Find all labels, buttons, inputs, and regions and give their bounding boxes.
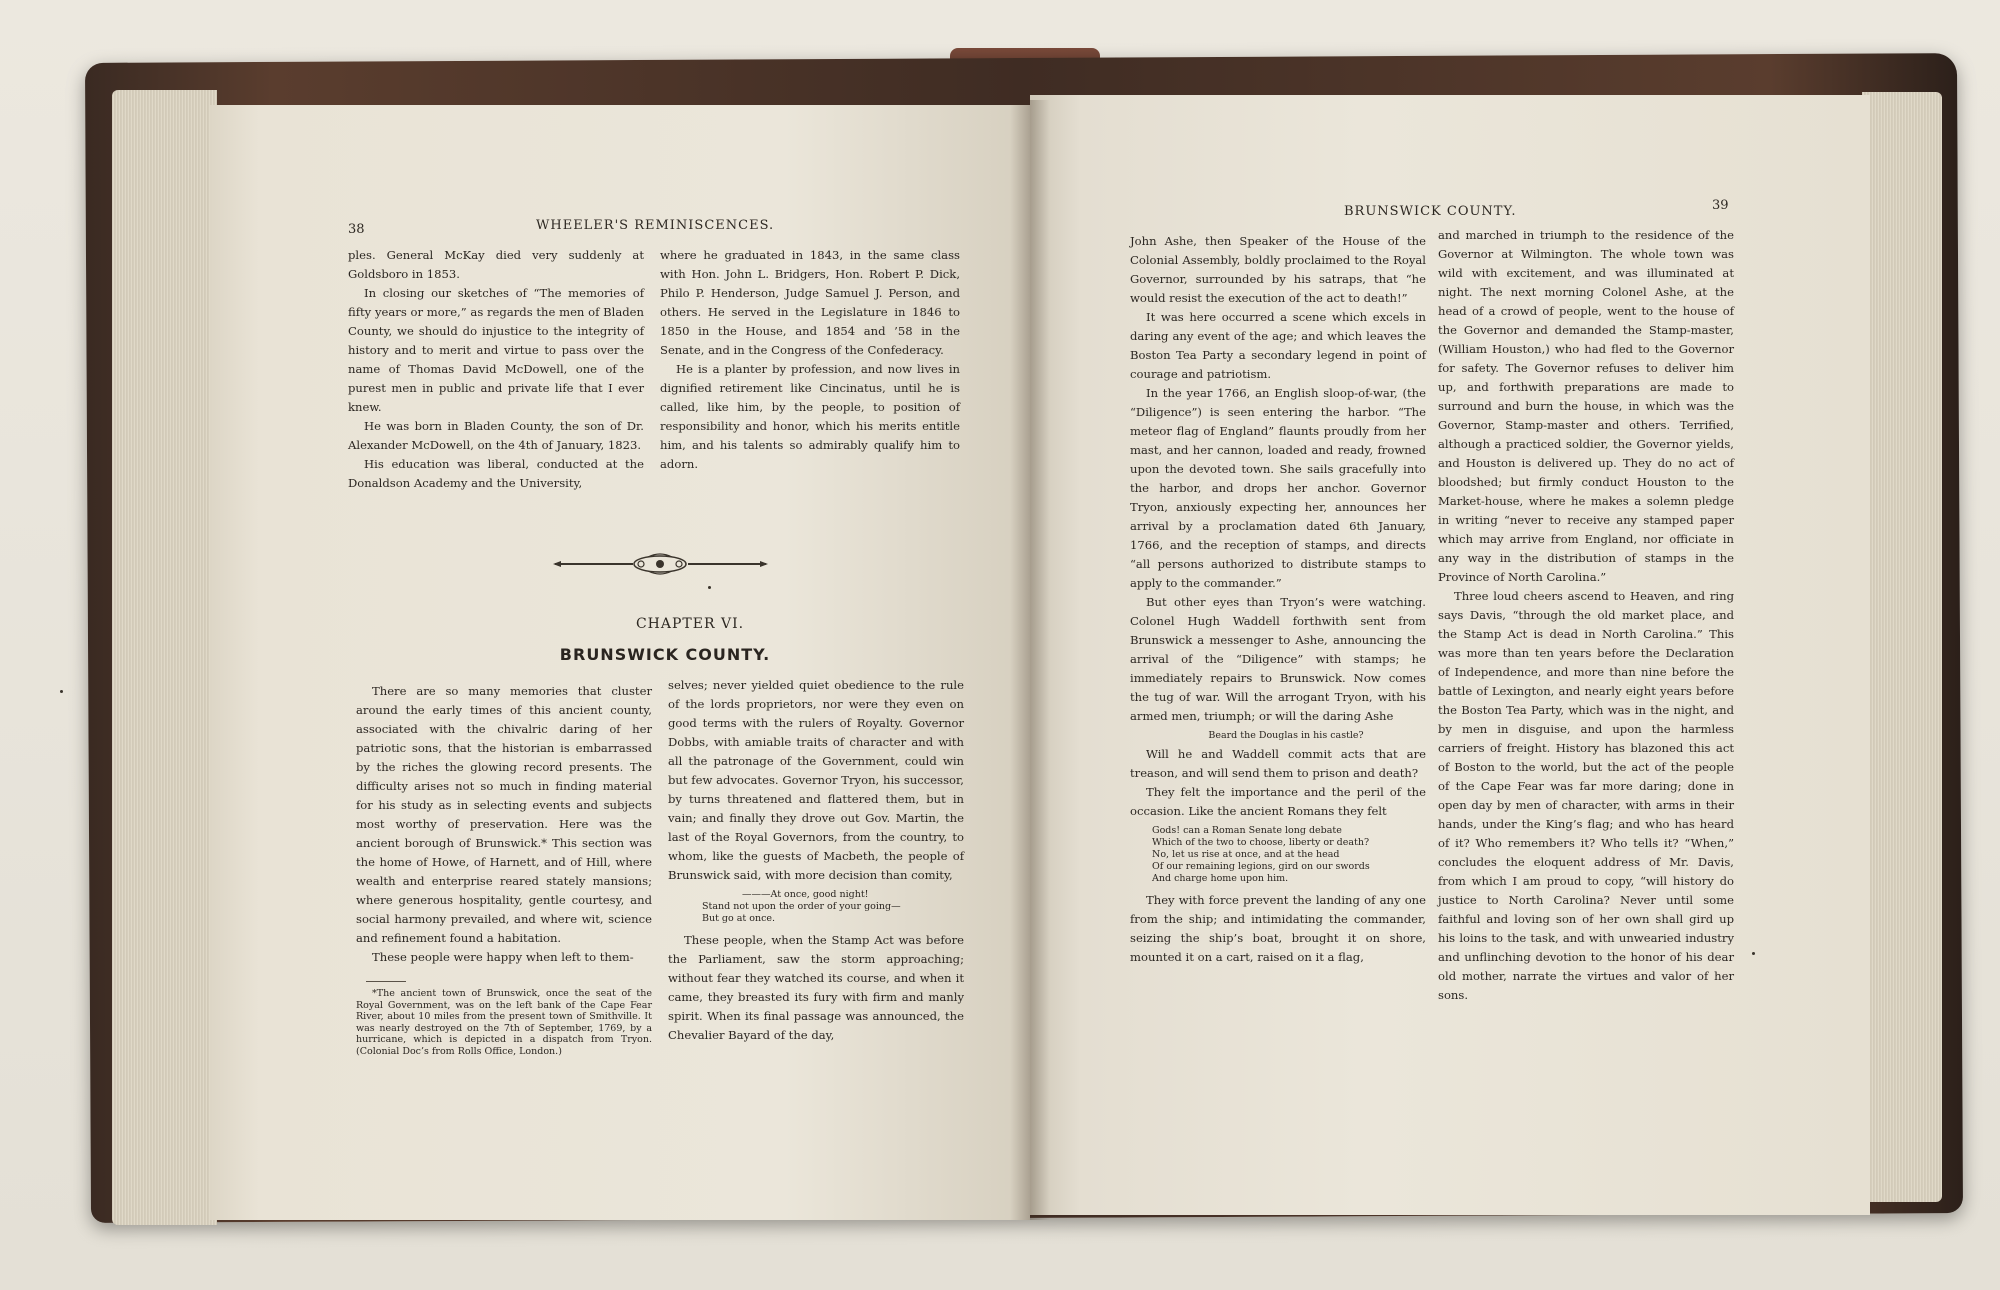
paragraph: and marched in triumph to the residence of the Governor at Wilmington. The whole town was wild with excitement, and was illuminated at night. The next morning Colonel Ashe, at the head of a crowd of people, went to the house of the Governor and demanded the Stamp-master, (William Houston,) who had fled to the Governor for safety. The Governor refuses to deliver him up, and forthwith preparations are made to surround and burn the house, in which was the Governor, Stamp-master and others. Terrified, although a practiced soldier, the Governor yields, and Houston is delivered up. They do no act of bloodshed; but firmly conduct Houston to the Market-house, where he makes a solemn pledge in writing “never to receive any stamped paper which may arrive from England, nor officiate in any way in the distribution of stamps in the Province of North Carolina.” [1438,228,1734,584]
paragraph: He is a planter by profession, and now lives in dignified retirement like Cincinatus, until he is called, like him, by the people, to position of responsibility and honor, which his merits entitle him, and his talents so admirably qualify him to adorn. [660,362,960,471]
paragraph: He was born in Bladen County, the son of Dr. Alexander McDowell, on the 4th of January, 1823. [348,419,644,452]
chapter-label: CHAPTER VI. [635,616,745,632]
verse-line: Of our remaining legions, gird on our swords [1152,861,1370,872]
left-col2-bottom [668,676,964,1045]
paragraph: His education was liberal, conducted at the Donaldson Academy and the University, [348,457,644,490]
paragraph: where he graduated in 1843, in the same class with Hon. John L. Bridgers, Hon. Robert P. Dick, Philo P. Henderson, Judge Samuel J. Person, and others. He served in the Legislature in 1846 to 1850 in the House, and 1854 and ’58 in the Senate, and in the Congress of the Confederacy. [660,248,960,357]
right-running-head: BRUNSWICK COUNTY. [1344,204,1517,219]
right-col1 [1130,232,1426,967]
paragraph: ples. General McKay died very suddenly at Goldsboro in 1853. [348,248,644,281]
verse-line: No, let us rise at once, and at the head [1152,849,1340,860]
left-col1-bottom [356,682,652,1057]
paragraph: There are so many memories that cluster around the early times of this ancient county, associated with the chivalric daring of her patriotic sons, that the historian is embarrassed by the riches the glowing record presents. The difficulty arises not so much in finding material for his study as in selecting events and subjects most worthy of preservation. Here was the ancient borough of Brunswick.* This section was the home of Howe, of Harnett, and of Hill, where wealth and enterprise reared stately mansions; where generous hospitality, gentle courtesy, and social harmony prevailed, and where wit, science and refinement found a habitation. [356,684,652,945]
left-col2-top [660,246,960,474]
left-col1-top [348,246,644,493]
paragraph: Three loud cheers ascend to Heaven, and ring says Davis, “through the old market place, and the Stamp Act is dead in North Carolina.” This was more than ten years before the Declaration of Independence, and more than nine before the battle of Lexington, and nearly eight years before the Boston Tea Party, which was in the night, and by men in disguise, and upon the harmless carriers of freight. History has blazoned this act of Boston to the world, but the act of the people of the Cape Fear was far more daring; done in open day by men of character, with arms in their hands, under the King’s flag; and who has heard of it? Who remembers it? Who tells it? “When,” concludes the eloquent address of Mr. Davis, from which I am proud to copy, “will history do justice to North Carolina? Never until some faithful and loving son of her own shall gird up his loins to the task, and with unwearied industry and unflinching devotion to the honor of his dear old mother, narrate the virtues and valor of her sons. [1438,589,1734,1002]
footnote-rule [366,981,406,982]
ornament-divider-icon [553,553,768,575]
verse-line: ———At once, good night! [742,889,869,900]
paragraph: It was here occurred a scene which excels in daring any event of the age; and which leaves the Boston Tea Party a secondary legend in point of courage and patriotism. [1130,310,1426,381]
left-running-head: WHEELER'S REMINISCENCES. [536,218,775,233]
ink-dot [1752,952,1755,955]
paragraph: They with force prevent the landing of any one from the ship; and intimidating the commander, seizing the ship’s boat, brought it on shore, mounted it on a cart, raised on it a flag, [1130,893,1426,964]
verse-line: Stand not upon the order of your going— [702,901,901,912]
right-page-number: 39 [1712,198,1729,213]
paragraph: But other eyes than Tryon’s were watching. Colonel Hugh Waddell forthwith sent from Brunswick a messenger to Ashe, announcing the arrival of the “Diligence” with stamps; he immediately repairs to Brunswick. Now comes the tug of war. Will the arrogant Tryon, with his armed men, triumph; or will the daring Ashe [1130,595,1426,723]
paragraph: These people were happy when left to them- [372,950,634,964]
verse-line: But go at once. [702,913,776,924]
paragraph: John Ashe, then Speaker of the House of the Colonial Assembly, boldly proclaimed to the Royal Governor, surrounded by his satraps, that “he would resist the execution of the act to death!” [1130,234,1426,305]
book-gutter [1010,100,1050,1220]
paragraph: selves; never yielded quiet obedience to the rule of the lords proprietors, nor were they even on good terms with the rulers of Royalty. Governor Dobbs, with amiable traits of character and with all the patronage of the Government, could win but few advocates. Governor Tryon, his successor, by turns threatened and flattered them, but in vain; and finally they drove out Gov. Martin, the last of the Royal Governors, from the country, to whom, like the guests of Macbeth, the people of Brunswick said, with more decision than comity, [668,678,964,882]
background-speck [60,690,63,693]
footnote: *The ancient town of Brunswick, once the seat of the Royal Government, was on the left bank of the Cape Fear River, about 10 miles from the present town of Smithville. It was nearly destroyed on the 7th of September, 1769, by a hurricane, which is depicted in a dispatch from Tryon. (Colonial Doc’s from Rolls Office, London.) [356,988,652,1057]
paragraph: They felt the importance and the peril of the occasion. Like the ancient Romans they felt [1130,785,1426,818]
verse-quote [1152,825,1426,885]
page-edges-right [1862,92,1942,1202]
verse-line: Which of the two to choose, liberty or death? [1152,837,1370,848]
paragraph: In the year 1766, an English sloop-of-war, (the “Diligence”) is seen entering the harbor. “The meteor flag of England” flaunts proudly from her mast, and her cannon, loaded and ready, frowned upon the devoted town. She sails gracefully into the harbor, and drops her anchor. Governor Tryon, anxiously expecting her, announces her arrival by a proclamation dated 6th January, 1766, and the reception of stamps, and directs “all persons authorized to distribute stamps to apply to the commander.” [1130,386,1426,590]
verse-quote [702,889,964,925]
paragraph: These people, when the Stamp Act was before the Parliament, saw the storm approaching; without fear they watched its course, and when it came, they breasted its fury with firm and manly spirit. When its final passage was announced, the Chevalier Bayard of the day, [668,933,964,1042]
chapter-title: BRUNSWICK COUNTY. [559,645,771,664]
paragraph: In closing our sketches of “The memories of fifty years or more,” as regards the men of Bladen County, we should do injustice to the integrity of history and to merit and virtue to pass over the name of Thomas David McDowell, one of the purest men in public and private life that I ever knew. [348,286,644,414]
right-col2 [1438,226,1734,1005]
paragraph: Will he and Waddell commit acts that are treason, and will send them to prison and death? [1130,747,1426,780]
verse-line: Gods! can a Roman Senate long debate [1152,825,1342,836]
ink-dot [708,586,711,589]
left-page-number: 38 [348,222,365,237]
verse-line: And charge home upon him. [1152,873,1289,884]
page-edges-left [112,90,217,1225]
quote-line: Beard the Douglas in his castle? [1208,730,1364,741]
